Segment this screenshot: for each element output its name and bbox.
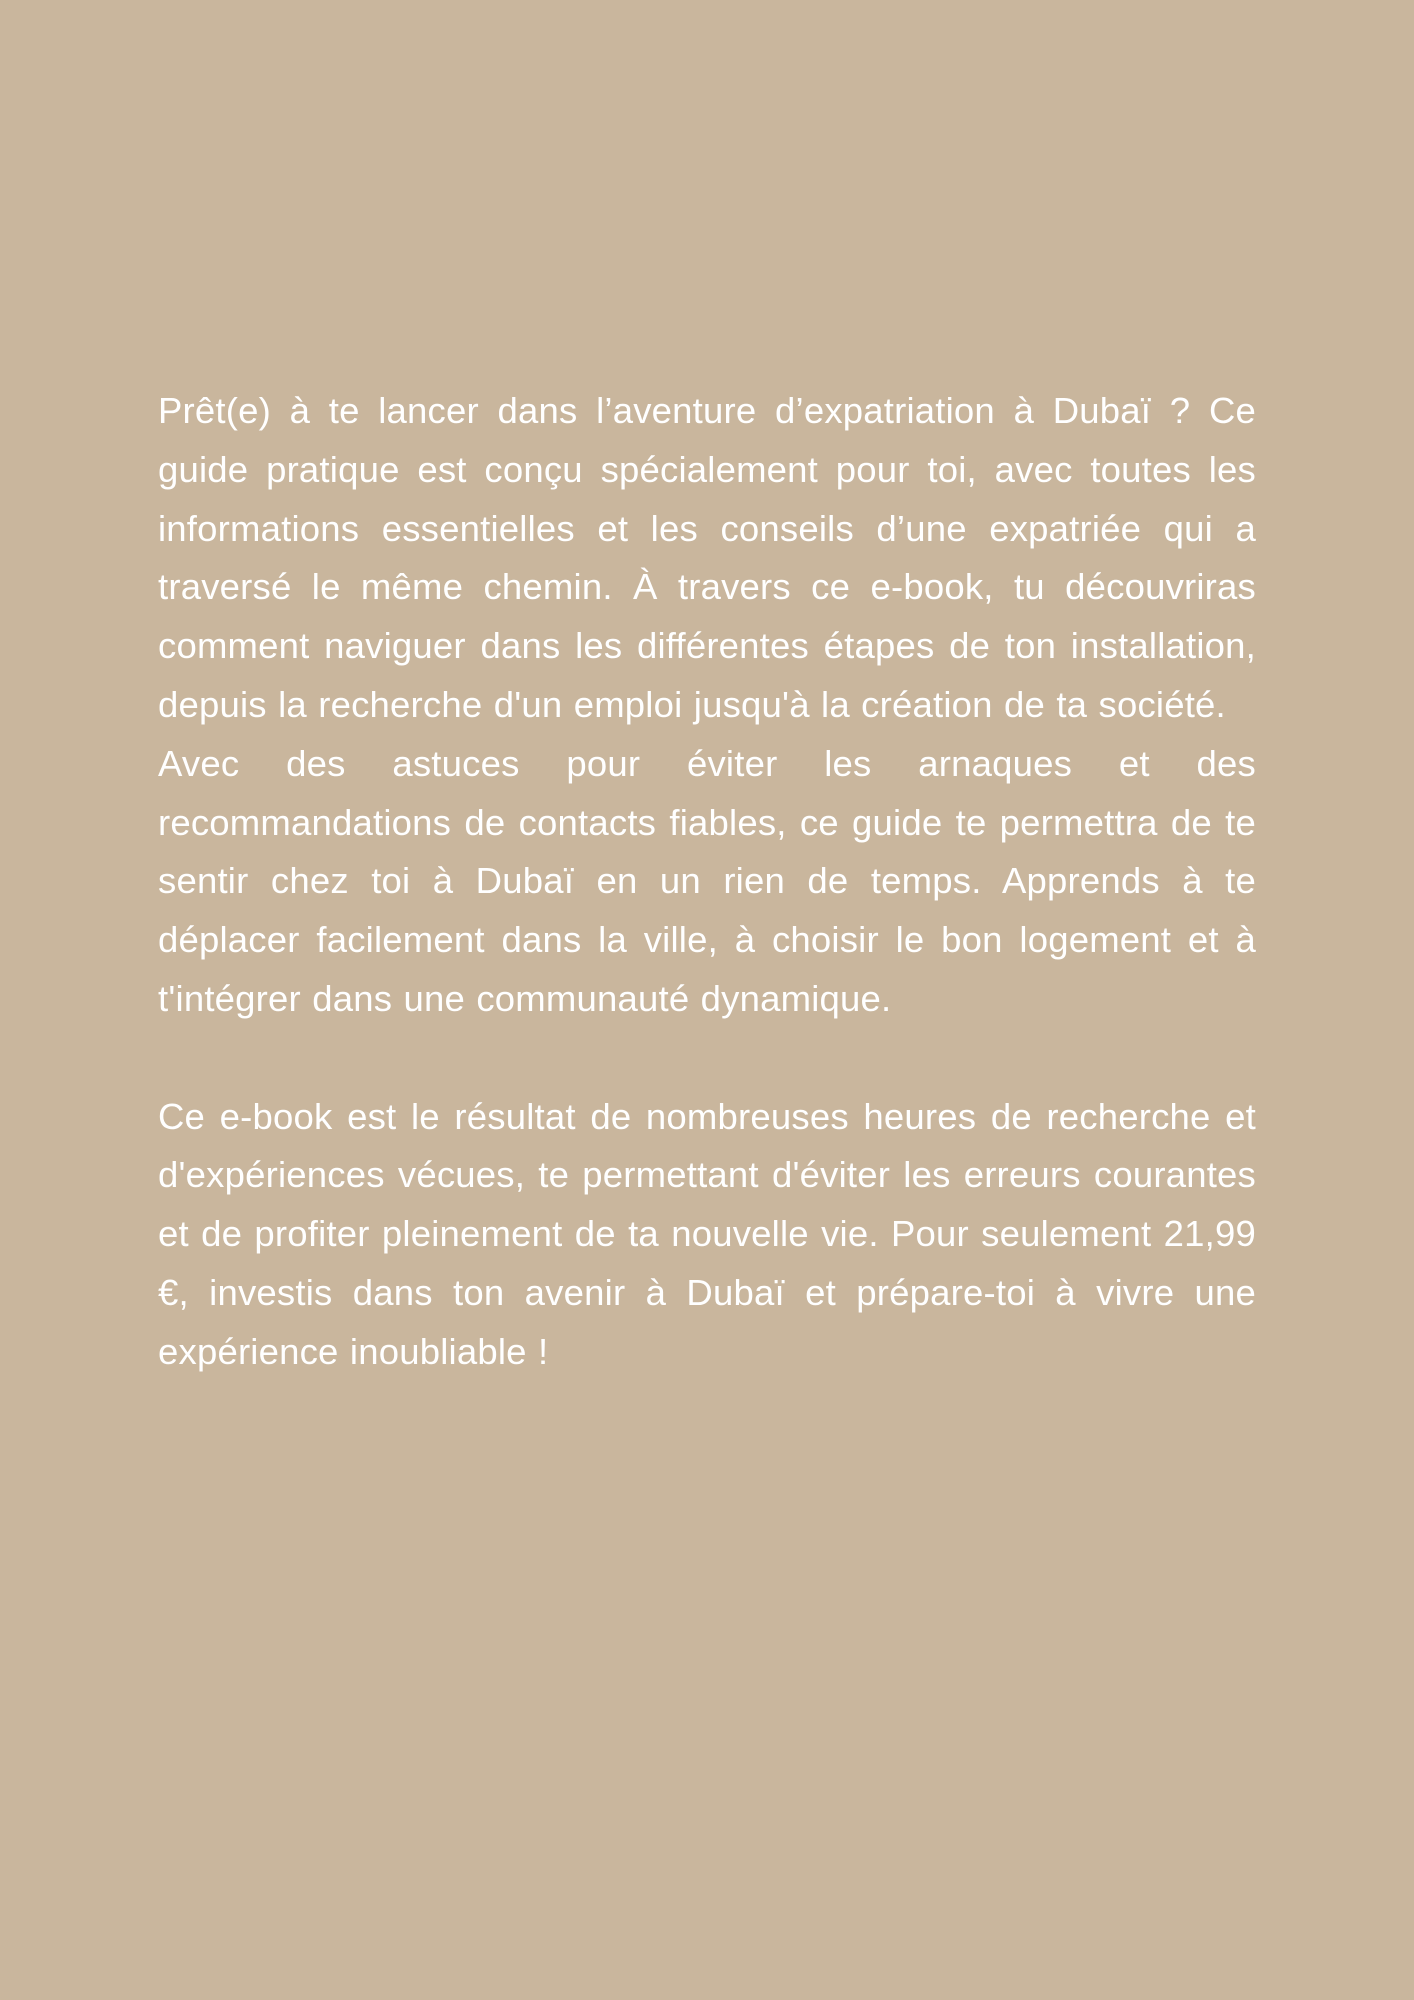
paragraph-spacer <box>158 1029 1256 1088</box>
intro-paragraph: Prêt(e) à te lancer dans l’aventure d’expatriation à Dubaï ? Ce guide pratique est conçu spécialement pour toi, avec toutes les informations essentielles et les conseils d’une expatriée qui a traversé le même chemin. À travers ce e-book, tu découvriras comment naviguer dans les différentes étapes de ton installation, depuis la recherche d'un emploi jusqu'à la création de ta société. <box>158 390 1256 725</box>
offer-paragraph: Ce e-book est le résultat de nombreuses heures de recherche et d'expériences vécues, te permettant d'éviter les erreurs courantes et de profiter pleinement de ta nouvelle vie. Pour seulement 21,99 €, investis dans ton avenir à Dubaï et prépare-toi à vivre une expérience inoubliable ! <box>158 1095 1256 1372</box>
description-text-block <box>158 382 1256 1382</box>
tips-paragraph: Avec des astuces pour éviter les arnaques et des recommandations de contacts fiables, ce guide te permettra de te sentir chez toi à Dubaï en un rien de temps. Apprends à te déplacer facilement dans la ville, à choisir le bon logement et à t'intégrer dans une communauté dynamique. <box>158 742 1256 1019</box>
